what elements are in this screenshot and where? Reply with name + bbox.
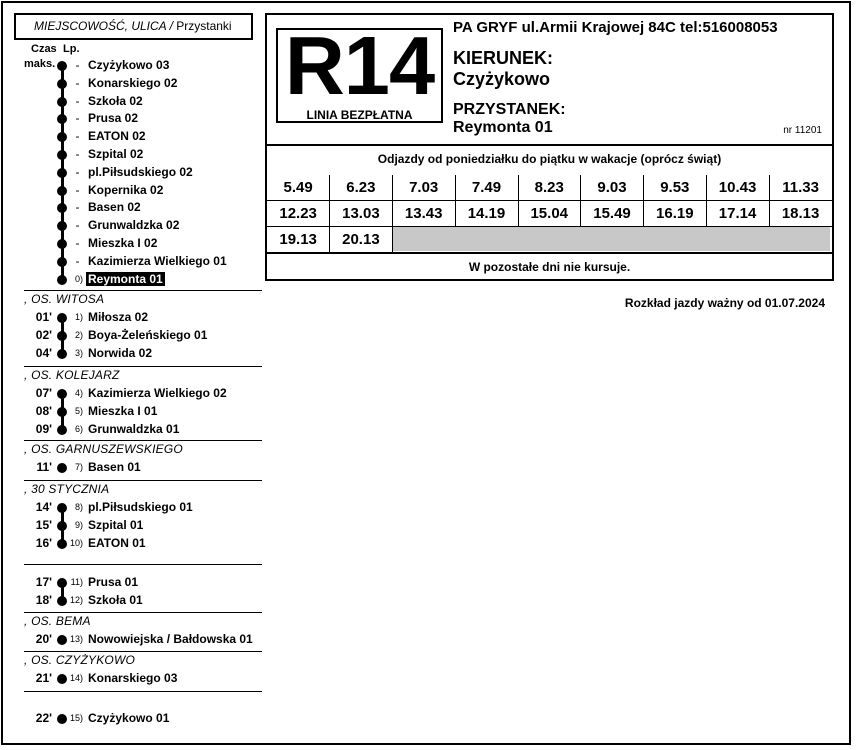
stop-name: Konarskiego 02 bbox=[88, 75, 178, 90]
header-separator: / bbox=[166, 19, 177, 33]
stop-marker: - bbox=[75, 111, 80, 126]
stop-number: 0) bbox=[74, 273, 83, 284]
travel-time: 14' bbox=[35, 500, 52, 514]
departure-time: 11.33 bbox=[769, 175, 832, 201]
stop-dot bbox=[57, 635, 67, 645]
stop-number: 5) bbox=[74, 406, 83, 416]
stop-number: 12) bbox=[69, 595, 83, 605]
departure-time: 14.19 bbox=[455, 201, 518, 227]
stop-row bbox=[0, 499, 262, 516]
approach-stop bbox=[0, 93, 262, 110]
approach-stop bbox=[0, 235, 262, 252]
travel-time: 18' bbox=[35, 593, 52, 607]
stop-value: Reymonta 01 bbox=[453, 119, 553, 136]
stop-name: Kazimierza Wielkiego 02 bbox=[88, 386, 227, 400]
current-stop-name: Reymonta 01 bbox=[88, 271, 163, 286]
stop-marker: - bbox=[75, 236, 80, 250]
district-header: , OS. WITOSA bbox=[24, 290, 262, 306]
departure-time: 13.43 bbox=[393, 201, 456, 227]
stop-marker: - bbox=[75, 253, 80, 268]
stop-number: 14) bbox=[69, 673, 83, 683]
stop-name: EATON 02 bbox=[88, 129, 146, 144]
stop-list bbox=[0, 0, 270, 750]
stop-marker: - bbox=[75, 218, 80, 233]
col-time-header: Czas bbox=[31, 43, 57, 55]
stop-row bbox=[0, 535, 262, 552]
stop-row bbox=[0, 592, 262, 609]
stop-marker: - bbox=[75, 200, 80, 215]
approach-stop bbox=[0, 128, 262, 145]
approach-stop bbox=[0, 146, 262, 163]
stop-name: Nowowiejska / Bałdowska 01 bbox=[88, 632, 253, 646]
stop-name: Szkoła 02 bbox=[88, 93, 143, 108]
stop-name: Konarskiego 03 bbox=[88, 671, 178, 685]
stop-row bbox=[0, 385, 262, 402]
stop-number: 7) bbox=[74, 462, 83, 472]
direction-value: Czyżykowo bbox=[453, 69, 551, 89]
stop-marker: - bbox=[75, 129, 80, 144]
travel-time: 07' bbox=[35, 386, 52, 400]
stop-dot bbox=[57, 463, 67, 473]
approach-stop bbox=[0, 182, 262, 199]
departure-time: 8.23 bbox=[518, 175, 581, 201]
stop-name: Prusa 01 bbox=[88, 575, 139, 589]
stop-name: Basen 01 bbox=[88, 460, 141, 474]
approach-stop bbox=[0, 57, 262, 74]
district-header: , OS. GARNUSZEWSKIEGO bbox=[24, 440, 262, 456]
stop-row bbox=[0, 309, 262, 326]
stop-row bbox=[0, 670, 262, 687]
stop-name: Mieszka I 02 bbox=[88, 236, 158, 250]
stop-name: Grunwaldzka 01 bbox=[88, 422, 180, 436]
departure-time: 5.49 bbox=[267, 175, 330, 201]
line-number-box bbox=[276, 19, 443, 123]
section-divider bbox=[24, 564, 262, 565]
travel-time: 11' bbox=[36, 460, 52, 474]
stop-number: 1) bbox=[74, 312, 83, 322]
travel-time: 16' bbox=[35, 536, 52, 550]
departure-time: 17.14 bbox=[706, 201, 769, 227]
col-nr-header: Lp. bbox=[63, 43, 80, 55]
stop-name: pl.Piłsudskiego 01 bbox=[88, 500, 193, 514]
stop-name: Szpital 02 bbox=[88, 147, 144, 161]
stop-name: Grunwaldzka 02 bbox=[88, 218, 180, 233]
stop-row bbox=[0, 574, 262, 591]
stop-dot bbox=[57, 674, 67, 684]
stops-label: Przystanki bbox=[176, 19, 232, 33]
stop-row bbox=[0, 345, 262, 362]
stop-number: 11) bbox=[70, 577, 83, 587]
stop-name: Boya-Żeleńskiego 01 bbox=[88, 328, 208, 342]
stop-row bbox=[0, 631, 262, 648]
departure-time: 13.03 bbox=[330, 201, 393, 227]
route-line bbox=[61, 66, 64, 280]
travel-time: 20' bbox=[35, 632, 52, 646]
stop-dot bbox=[57, 714, 67, 724]
approach-stop bbox=[0, 110, 262, 127]
departure-time: 9.53 bbox=[644, 175, 707, 201]
departure-time: 18.13 bbox=[769, 201, 832, 227]
travel-time: 21' bbox=[35, 671, 52, 685]
stop-marker: - bbox=[75, 58, 80, 72]
stop-name: Miłosza 02 bbox=[88, 310, 149, 324]
district-header: , OS. KOLEJARZ bbox=[24, 366, 262, 382]
stop-row bbox=[0, 517, 262, 534]
route-line bbox=[61, 394, 64, 430]
departure-time: 7.03 bbox=[393, 175, 456, 201]
departure-time: 12.23 bbox=[267, 201, 330, 227]
district-header: , OS. CZYŻYKOWO bbox=[24, 651, 262, 667]
stop-marker: - bbox=[75, 182, 80, 197]
stop-name: Szkoła 01 bbox=[88, 593, 143, 607]
approach-stop bbox=[0, 75, 262, 92]
line-note: LINIA BEZPŁATNA bbox=[306, 108, 413, 122]
document-number: nr 11201 bbox=[783, 125, 822, 136]
empty-cells bbox=[393, 227, 830, 251]
travel-time: 01' bbox=[35, 310, 52, 324]
departure-time: 6.23 bbox=[330, 175, 393, 201]
stop-number: 6) bbox=[74, 424, 83, 434]
stop-marker: - bbox=[75, 75, 80, 90]
departure-time: 15.49 bbox=[581, 201, 644, 227]
departures-grid bbox=[267, 175, 832, 253]
travel-time: 04' bbox=[35, 346, 52, 360]
stop-number: 15) bbox=[69, 713, 83, 723]
travel-time: 08' bbox=[35, 404, 52, 418]
stop-name: EATON 01 bbox=[88, 536, 146, 550]
departure-time: 20.13 bbox=[330, 227, 393, 253]
approach-stop bbox=[0, 199, 262, 216]
route-line bbox=[61, 583, 64, 601]
district-header: , OS. BEMA bbox=[24, 612, 262, 628]
stop-name: Prusa 02 bbox=[88, 111, 139, 126]
current-stop bbox=[0, 271, 262, 288]
line-number: R14 bbox=[284, 19, 435, 112]
section-divider bbox=[24, 691, 262, 692]
stop-number: 3) bbox=[74, 348, 83, 358]
stop-name: Mieszka I 01 bbox=[88, 404, 158, 418]
stop-number: 2) bbox=[74, 330, 83, 340]
travel-time: 22' bbox=[35, 711, 52, 725]
stop-label: PRZYSTANEK: bbox=[453, 101, 566, 118]
direction-label: KIERUNEK: bbox=[453, 48, 554, 68]
stop-number: 4) bbox=[74, 388, 83, 398]
stop-row bbox=[0, 459, 262, 476]
stop-number: 13) bbox=[69, 634, 83, 644]
stop-name: Czyżykowo 03 bbox=[88, 58, 170, 72]
departure-time: 19.13 bbox=[267, 227, 330, 253]
departure-time: 7.49 bbox=[455, 175, 518, 201]
district-header: , 30 STYCZNIA bbox=[24, 480, 262, 496]
approach-stop bbox=[0, 164, 262, 181]
stop-name: Basen 02 bbox=[88, 200, 141, 215]
approach-stop bbox=[0, 253, 262, 270]
valid-from: Rozkład jazdy ważny od 01.07.2024 bbox=[624, 296, 825, 310]
stop-marker: - bbox=[75, 147, 80, 161]
operator-info: PA GRYF ul.Armii Krajowej 84C tel:516008053 bbox=[453, 19, 778, 36]
travel-time: 15' bbox=[35, 518, 52, 532]
stop-number: 10) bbox=[69, 538, 83, 548]
stop-marker: - bbox=[75, 93, 80, 108]
departure-time: 15.04 bbox=[518, 201, 581, 227]
stop-row bbox=[0, 421, 262, 438]
col-time-header-2: maks. bbox=[24, 58, 56, 70]
stop-number: 9) bbox=[74, 520, 83, 530]
stop-row bbox=[0, 327, 262, 344]
days-of-operation: Odjazdy od poniedziałku do piątku w wakacje (oprócz świąt) bbox=[267, 144, 832, 173]
travel-time: 02' bbox=[35, 328, 52, 342]
departure-time: 9.03 bbox=[581, 175, 644, 201]
route-panel bbox=[265, 13, 834, 281]
stop-name: pl.Piłsudskiego 02 bbox=[88, 164, 193, 179]
departure-time: 16.19 bbox=[644, 201, 707, 227]
approach-stop bbox=[0, 217, 262, 234]
travel-time: 09' bbox=[35, 422, 52, 436]
stop-row bbox=[0, 403, 262, 420]
route-line bbox=[61, 318, 64, 354]
stop-name: Kazimierza Wielkiego 01 bbox=[88, 253, 227, 268]
stop-row bbox=[0, 710, 262, 727]
departure-time: 10.43 bbox=[706, 175, 769, 201]
stop-name: Kopernika 02 bbox=[88, 182, 164, 197]
stop-name: Czyżykowo 01 bbox=[88, 711, 170, 725]
route-line bbox=[61, 508, 64, 544]
stop-number: 8) bbox=[74, 502, 83, 512]
travel-time: 17' bbox=[35, 575, 52, 589]
location-label: MIEJSCOWOŚĆ, ULICA bbox=[34, 19, 167, 33]
stop-name: Szpital 01 bbox=[88, 518, 144, 532]
other-days-note: W pozostałe dni nie kursuje. bbox=[267, 252, 832, 279]
stop-marker: - bbox=[75, 164, 80, 179]
stop-name: Norwida 02 bbox=[88, 346, 153, 360]
